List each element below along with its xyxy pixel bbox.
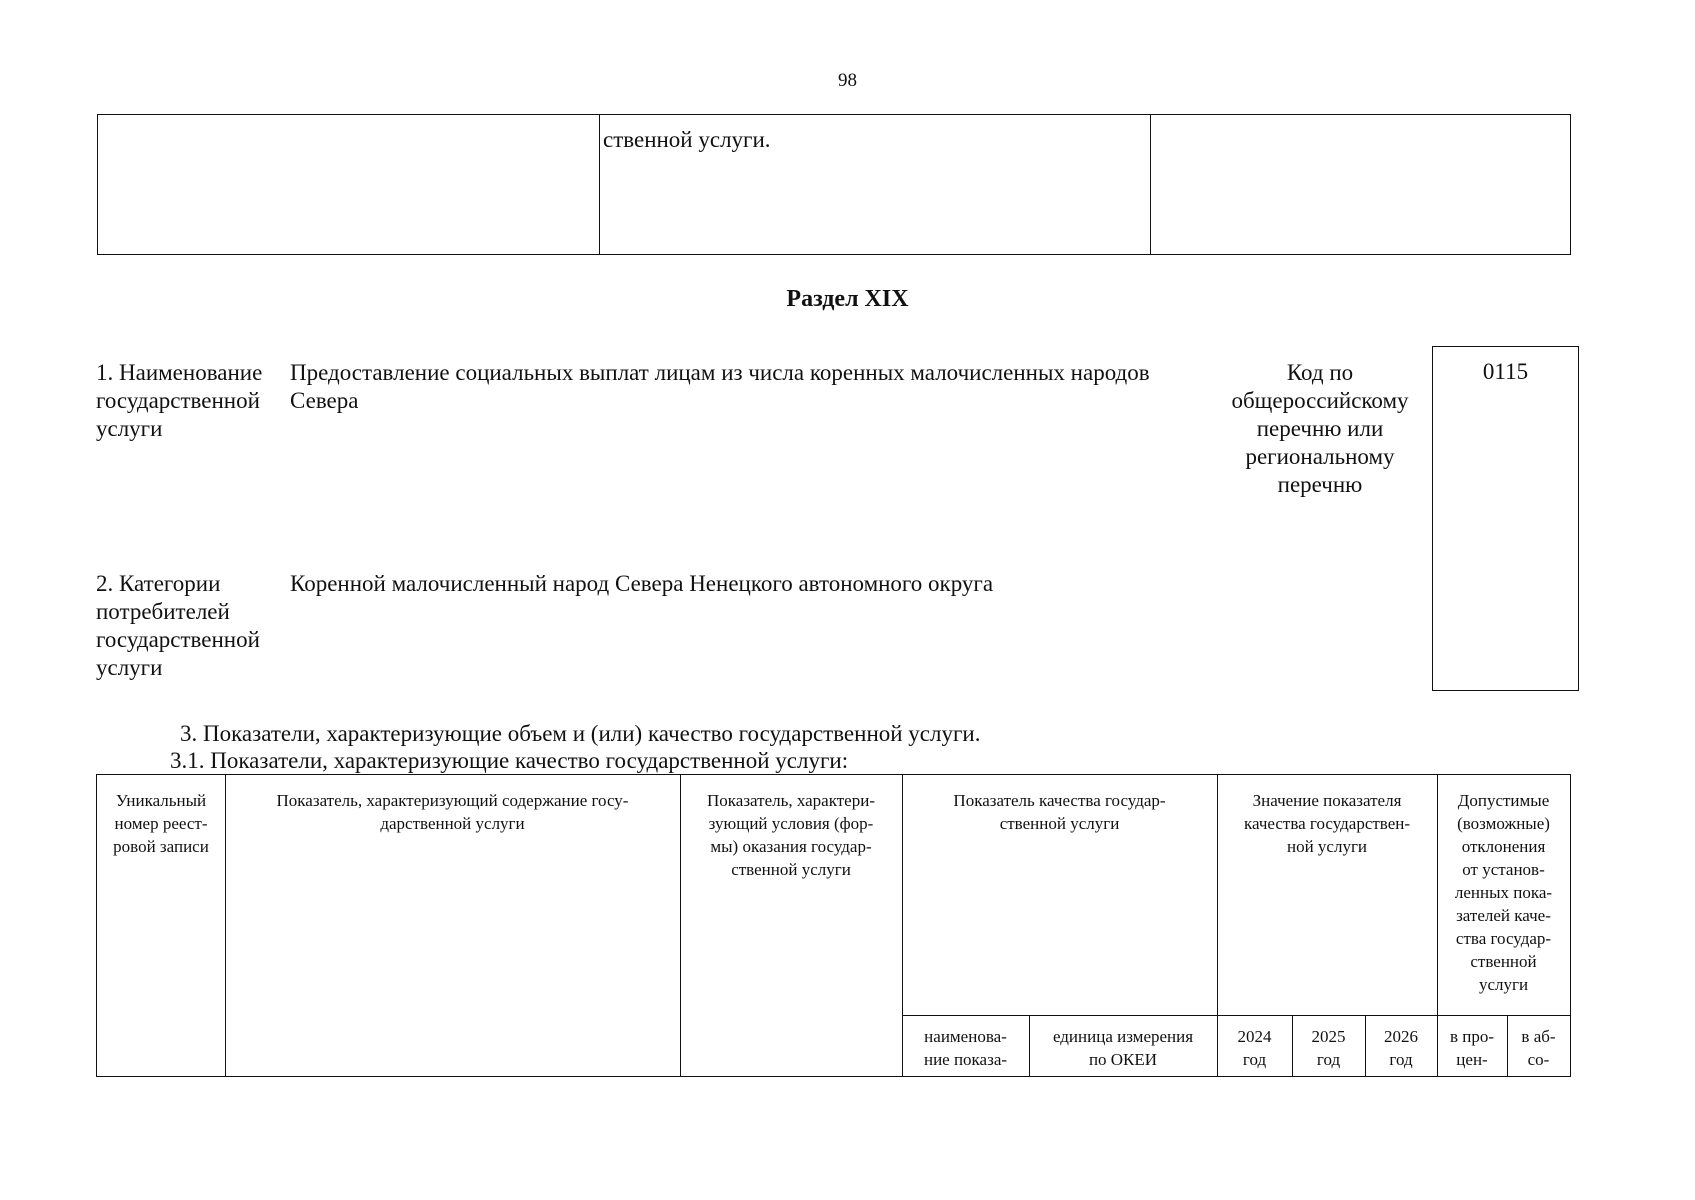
continuation-table (97, 114, 1571, 255)
registry-code-box (1432, 346, 1579, 691)
subheader-year-2026: 2026 год (1384, 1027, 1418, 1069)
subheader-absolute: в аб- со- (1521, 1027, 1556, 1069)
subheader-percent: в про- цен- (1449, 1027, 1495, 1069)
registry-code-value: 0115 (1482, 359, 1529, 384)
header-registry-number: Уникальный номер реест- ровой записи (113, 791, 209, 856)
subheader-unit: единица измерения по ОКЕИ (1052, 1027, 1194, 1069)
header-conditions-indicator: Показатель, характери- зующий условия (фор- мы) оказания государ- ственной услуги (707, 791, 875, 879)
row-divider (902, 1015, 1570, 1016)
section-title: Раздел XIX (786, 286, 909, 312)
continuation-cell-text: ственной услуги. (603, 127, 771, 152)
column-divider (599, 115, 600, 254)
header-quality-indicator: Показатель качества государ- ственной услуги (953, 791, 1166, 833)
consumer-category-label: 2. Категории потребителей государственной услуги (96, 571, 260, 680)
header-deviations: Допустимые (возможные) отклонения от установ- ленных пока- зателей каче- ства государ- ственной услуги (1454, 791, 1553, 994)
header-quality-value: Значение показателя качества государствен- ной услуги (1243, 791, 1411, 856)
service-name-value: Предоставление социальных выплат лицам из числа коренных малочисленных народов Севера (290, 360, 1150, 413)
registry-code-label: Код по общероссийскому перечню или региональному перечню (1231, 360, 1409, 497)
consumer-category-value: Коренной малочисленный народ Севера Ненецкого автономного округа (290, 571, 994, 596)
subheader-year-2024: 2024 год (1237, 1027, 1272, 1069)
header-content-indicator: Показатель, характеризующий содержание госу- дарственной услуги (276, 791, 629, 833)
subheader-indicator-name: наименова- ние показа- (923, 1027, 1008, 1069)
indicators-heading: 3. Показатели, характеризующие объем и (или) качество государственной услуги. (180, 721, 981, 746)
column-divider (1150, 115, 1151, 254)
service-name-label: 1. Наименование государственной услуги (96, 360, 263, 441)
quality-indicators-table (96, 774, 1571, 1077)
quality-indicators-subheading: 3.1. Показатели, характеризующие качество государственной услуги: (170, 748, 849, 773)
page-number: 98 (838, 70, 857, 91)
subheader-year-2025: 2025 год (1311, 1027, 1346, 1069)
